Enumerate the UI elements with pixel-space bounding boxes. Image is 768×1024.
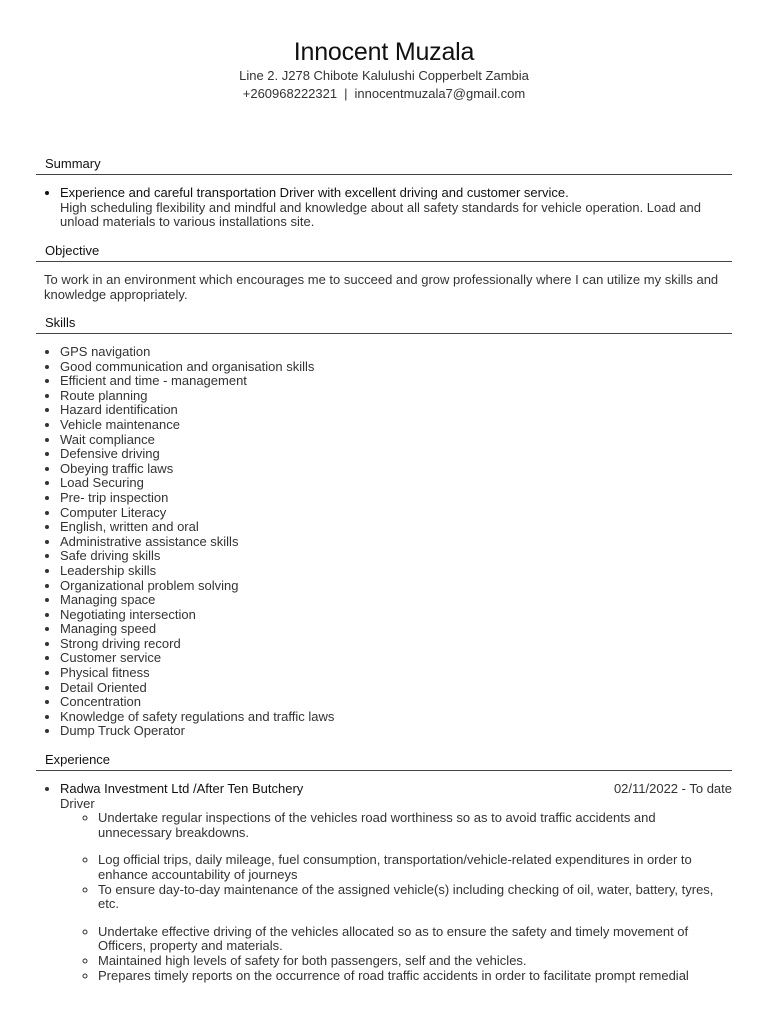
skill-item: • Managing speed: [60, 622, 734, 637]
summary-section: [44, 186, 734, 230]
skill-item: • Good communication and organisation skills: [60, 360, 734, 375]
objective-section: [44, 273, 734, 302]
objective-heading: Objective: [45, 243, 100, 258]
email: innocentmuzala7@gmail.com: [354, 86, 526, 101]
skill-item: • Load Securing: [60, 476, 734, 491]
skills-heading: Skills: [45, 315, 76, 330]
skill-item: • Route planning: [60, 389, 734, 404]
skills-section: [44, 345, 734, 739]
skill-item: • Efficient and time - management: [60, 374, 734, 389]
skill-item: • Strong driving record: [60, 637, 734, 652]
contact-line: [0, 85, 768, 103]
objective-divider: [36, 261, 732, 262]
job-duties: [60, 811, 732, 983]
skill-item: • Customer service: [60, 651, 734, 666]
duty-item: ◦ Log official trips, daily mileage, fuel consumption, transportation/vehicle-related expenditures in order to enhance accountability of journeys: [98, 853, 732, 882]
duty-item: ◦ Undertake effective driving of the vehicles allocated so as to ensure the safety and timely movement of Officers, property and materials.: [98, 925, 732, 954]
skill-item: • Pre- trip inspection: [60, 491, 734, 506]
job-role: Driver: [60, 795, 95, 811]
skill-item: • Vehicle maintenance: [60, 418, 734, 433]
skill-item: • Safe driving skills: [60, 549, 734, 564]
duty-item: ◦ To ensure day-to-day maintenance of the assigned vehicle(s) including checking of oil, water, battery, tyres, etc.: [98, 883, 732, 912]
summary-headline: • Experience and careful transportation Driver with excellent driving and customer service. High scheduling flexibility and mindful and knowledge about all safety standards for vehicle operation. Load and unload materials to various installations site.: [60, 186, 734, 230]
experience-section: [44, 782, 732, 983]
skill-item: • Organizational problem solving: [60, 579, 734, 594]
skill-item: • Physical fitness: [60, 666, 734, 681]
skill-item: • Managing space: [60, 593, 734, 608]
skill-item: • Negotiating intersection: [60, 608, 734, 623]
skill-item: • Administrative assistance skills: [60, 535, 734, 550]
summary-heading: Summary: [45, 156, 101, 171]
skill-item: • Defensive driving: [60, 447, 734, 462]
contact-separator: |: [344, 86, 348, 101]
duty-item: ◦ Undertake regular inspections of the vehicles road worthiness so as to avoid traffic accidents and unnecessary breakdowns.: [98, 811, 732, 840]
job-entry: [60, 782, 732, 983]
experience-heading: Experience: [45, 752, 111, 767]
address: Line 2. J278 Chibote Kalulushi Copperbelt Zambia: [239, 68, 529, 83]
phone: +260968222321: [242, 86, 338, 101]
skill-item: • Knowledge of safety regulations and traffic laws: [60, 710, 734, 725]
candidate-name: Innocent Muzala: [293, 38, 475, 66]
skill-item: • Computer Literacy: [60, 506, 734, 521]
skill-item: • GPS navigation: [60, 345, 734, 360]
summary-divider: [36, 174, 732, 175]
experience-divider: [36, 770, 732, 771]
duty-item: ◦ Maintained high levels of safety for both passengers, self and the vehicles.: [98, 954, 732, 969]
skill-item: • English, written and oral: [60, 520, 734, 535]
skill-item: • Dump Truck Operator: [60, 724, 734, 739]
skill-item: • Hazard identification: [60, 403, 734, 418]
job-company: • Radwa Investment Ltd /After Ten Butchery: [60, 781, 304, 796]
objective-body: To work in an environment which encourages me to succeed and grow professionally where I can utilize my skills and knowledge appropriately.: [44, 272, 719, 302]
job-header: [60, 782, 732, 797]
summary-body: High scheduling flexibility and mindful and knowledge about all safety standards for vehicle operation. Load and unload materials to various installations site.: [60, 199, 702, 230]
skills-divider: [36, 333, 732, 334]
skill-item: • Obeying traffic laws: [60, 462, 734, 477]
skill-item: • Leadership skills: [60, 564, 734, 579]
job-date: 02/11/2022 - To date: [613, 781, 732, 796]
skill-item: • Detail Oriented: [60, 681, 734, 696]
skill-item: • Wait compliance: [60, 433, 734, 448]
skill-item: • Concentration: [60, 695, 734, 710]
skills-list: [44, 345, 734, 739]
duty-item: ◦ Prepares timely reports on the occurrence of road traffic accidents in order to facilitate prompt remedial: [98, 969, 732, 984]
